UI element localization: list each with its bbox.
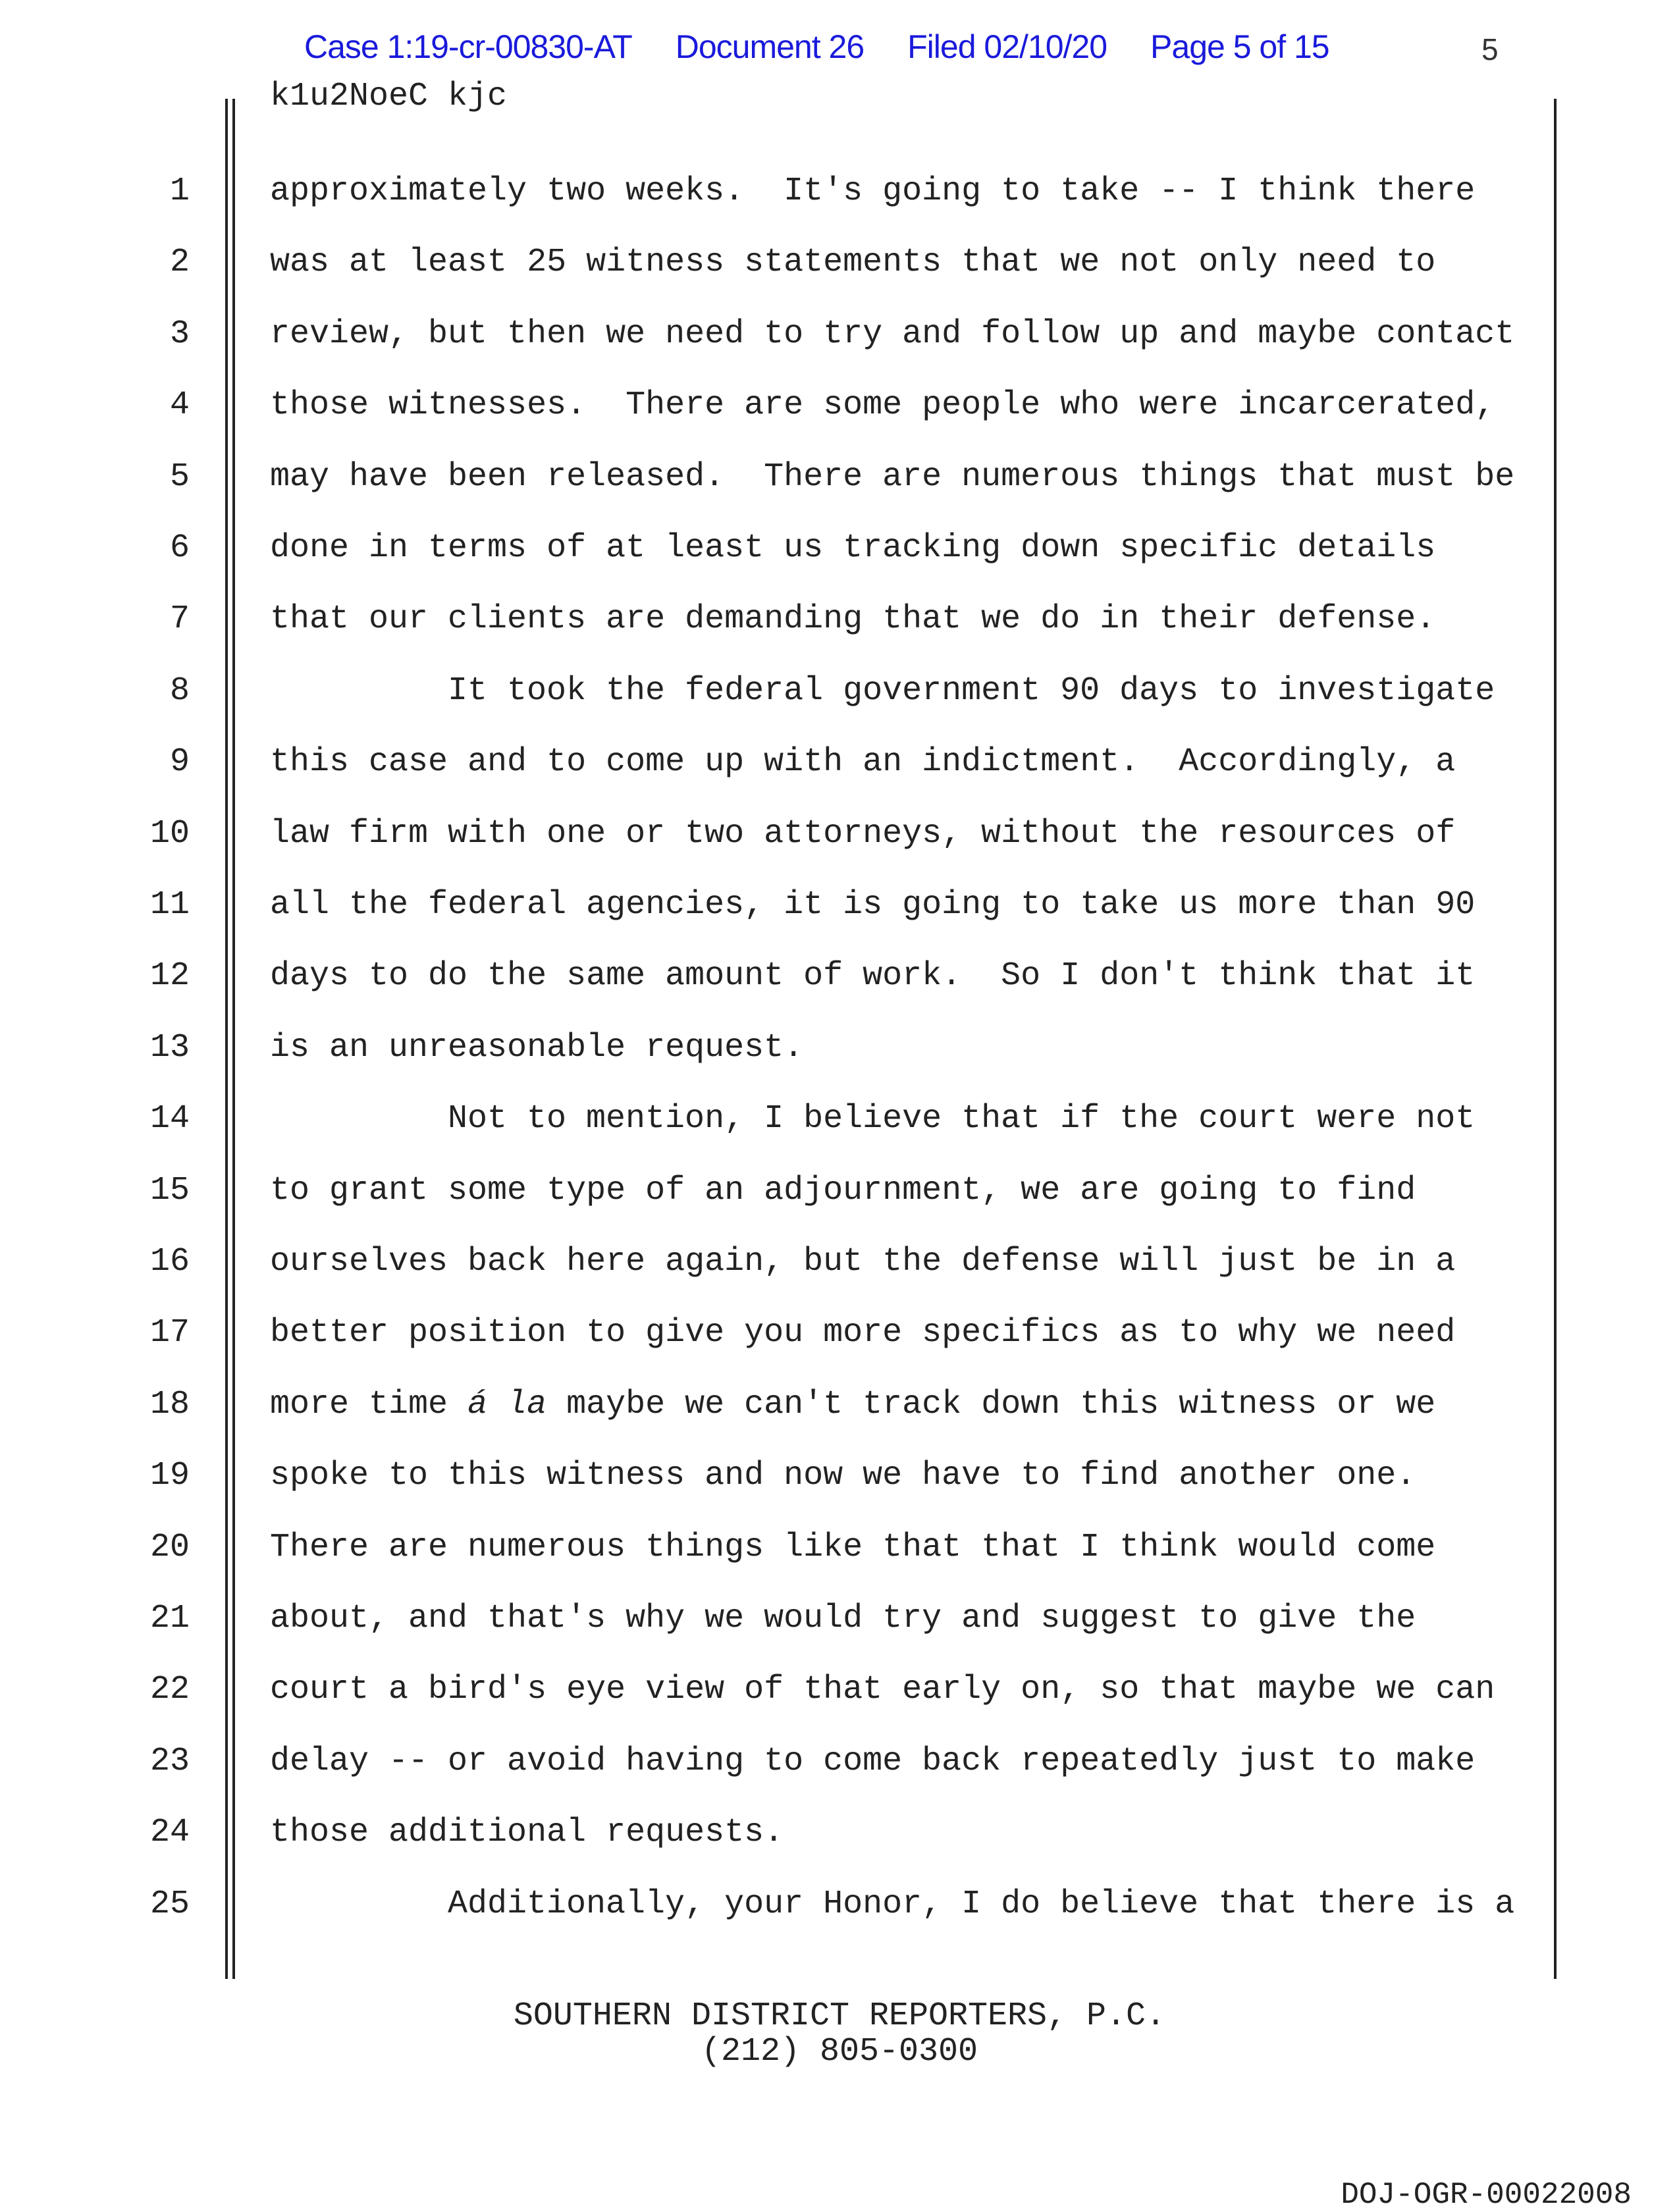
- transcript-line: [0, 529, 1679, 600]
- line-number: 9: [169, 743, 190, 781]
- line-text: that our clients are demanding that we do in their defense.: [270, 600, 1436, 639]
- line-text-part: maybe we can't track down this witness or we: [546, 1385, 1436, 1423]
- line-text: delay -- or avoid having to come back repeatedly just to make: [270, 1742, 1476, 1780]
- transcript-line: [0, 1529, 1679, 1600]
- line-number: 10: [149, 814, 190, 853]
- italic-phrase: á la: [467, 1385, 547, 1423]
- transcript-line: [0, 1243, 1679, 1314]
- line-text: approximately two weeks. It's going to take -- I think there: [270, 172, 1476, 210]
- line-number: 15: [149, 1171, 190, 1209]
- line-text: those additional requests.: [270, 1814, 784, 1852]
- transcript-line: [0, 1671, 1679, 1742]
- line-number: 5: [169, 458, 190, 496]
- line-text: Additionally, your Honor, I do believe that there is a: [448, 1885, 1515, 1923]
- transcript-line: [0, 1885, 1679, 1957]
- transcript-id: k1u2NoeC kjc: [270, 78, 508, 115]
- transcript-line: [0, 1743, 1679, 1814]
- line-number: 25: [149, 1885, 190, 1923]
- line-text: It took the federal government 90 days to investigate: [448, 672, 1495, 710]
- line-number: 12: [149, 957, 190, 995]
- line-number: 11: [149, 886, 190, 924]
- line-text: about, and that's why we would try and suggest to give the: [270, 1600, 1416, 1637]
- line-text: may have been released. There are numerous things that must be: [270, 458, 1515, 496]
- transcript-line: [0, 886, 1679, 957]
- transcript-line: [0, 743, 1679, 814]
- line-number: 14: [149, 1100, 190, 1138]
- line-number: 23: [149, 1742, 190, 1780]
- line-text: is an unreasonable request.: [270, 1028, 804, 1066]
- transcript-line: [0, 1100, 1679, 1171]
- reporter-phone: (212) 805-0300: [701, 2033, 978, 2070]
- line-text: this case and to come up with an indictment. Accordingly, a: [270, 743, 1456, 781]
- line-text: all the federal agencies, it is going to take us more than 90: [270, 886, 1476, 924]
- line-text: those witnesses. There are some people who were incarcerated,: [270, 386, 1495, 425]
- line-text: to grant some type of an adjournment, we are going to find: [270, 1171, 1416, 1209]
- line-text: court a bird's eye view of that early on, so that maybe we can: [270, 1671, 1495, 1709]
- line-text: ourselves back here again, but the defense will just be in a: [270, 1243, 1456, 1280]
- transcript-line: [0, 600, 1679, 672]
- line-text: better position to give you more specifics as to why we need: [270, 1314, 1456, 1352]
- transcript-line: [0, 815, 1679, 886]
- line-text: review, but then we need to try and follow up and maybe contact: [270, 315, 1515, 353]
- line-text: law firm with one or two attorneys, without the resources of: [270, 814, 1456, 853]
- filed-date: Filed 02/10/20: [907, 28, 1107, 65]
- line-number: 22: [149, 1671, 190, 1709]
- line-text: [270, 1386, 1435, 1423]
- transcript-line: [0, 1386, 1679, 1457]
- line-number: 17: [149, 1314, 190, 1352]
- transcript-line: [0, 458, 1679, 529]
- transcript-line: [0, 1457, 1679, 1528]
- transcript-line: [0, 1029, 1679, 1100]
- transcript-page-number: 5: [1481, 32, 1499, 66]
- line-number: 24: [149, 1814, 190, 1852]
- line-text: spoke to this witness and now we have to find another one.: [270, 1457, 1416, 1495]
- line-text: was at least 25 witness statements that we not only need to: [270, 244, 1436, 282]
- bates-number: DOJ-OGR-00022008: [1341, 2178, 1632, 2212]
- line-number: 19: [149, 1457, 190, 1495]
- line-number: 16: [149, 1243, 190, 1280]
- reporter-name: SOUTHERN DISTRICT REPORTERS, P.C.: [513, 1997, 1166, 2035]
- transcript-line: [0, 172, 1679, 244]
- transcript-line: [0, 1314, 1679, 1385]
- case-number: Case 1:19-cr-00830-AT: [304, 28, 632, 65]
- line-number: 1: [169, 172, 190, 210]
- line-number: 6: [169, 529, 190, 567]
- line-number: 8: [169, 672, 190, 710]
- transcript-line: [0, 1814, 1679, 1885]
- transcript-line: [0, 244, 1679, 315]
- document-number: Document 26: [675, 28, 865, 65]
- line-number: 18: [149, 1385, 190, 1423]
- transcript-line: [0, 315, 1679, 386]
- line-text: done in terms of at least us tracking down specific details: [270, 529, 1436, 567]
- transcript-line: [0, 957, 1679, 1028]
- line-number: 13: [149, 1028, 190, 1066]
- line-number: 7: [169, 600, 190, 639]
- line-text: Not to mention, I believe that if the court were not: [448, 1100, 1476, 1138]
- page-indicator: Page 5 of 15: [1150, 28, 1329, 65]
- line-number: 3: [169, 315, 190, 353]
- line-text: There are numerous things like that that I think would come: [270, 1528, 1436, 1566]
- line-number: 20: [149, 1528, 190, 1566]
- line-number: 2: [169, 244, 190, 282]
- line-text: days to do the same amount of work. So I don't think that it: [270, 957, 1476, 995]
- transcript-line: [0, 386, 1679, 458]
- line-text-part: more time: [270, 1385, 468, 1423]
- line-number: 4: [169, 386, 190, 425]
- transcript-line: [0, 1172, 1679, 1243]
- transcript-line: [0, 1600, 1679, 1671]
- transcript-line: [0, 672, 1679, 743]
- line-number: 21: [149, 1600, 190, 1637]
- case-header: [304, 28, 1373, 66]
